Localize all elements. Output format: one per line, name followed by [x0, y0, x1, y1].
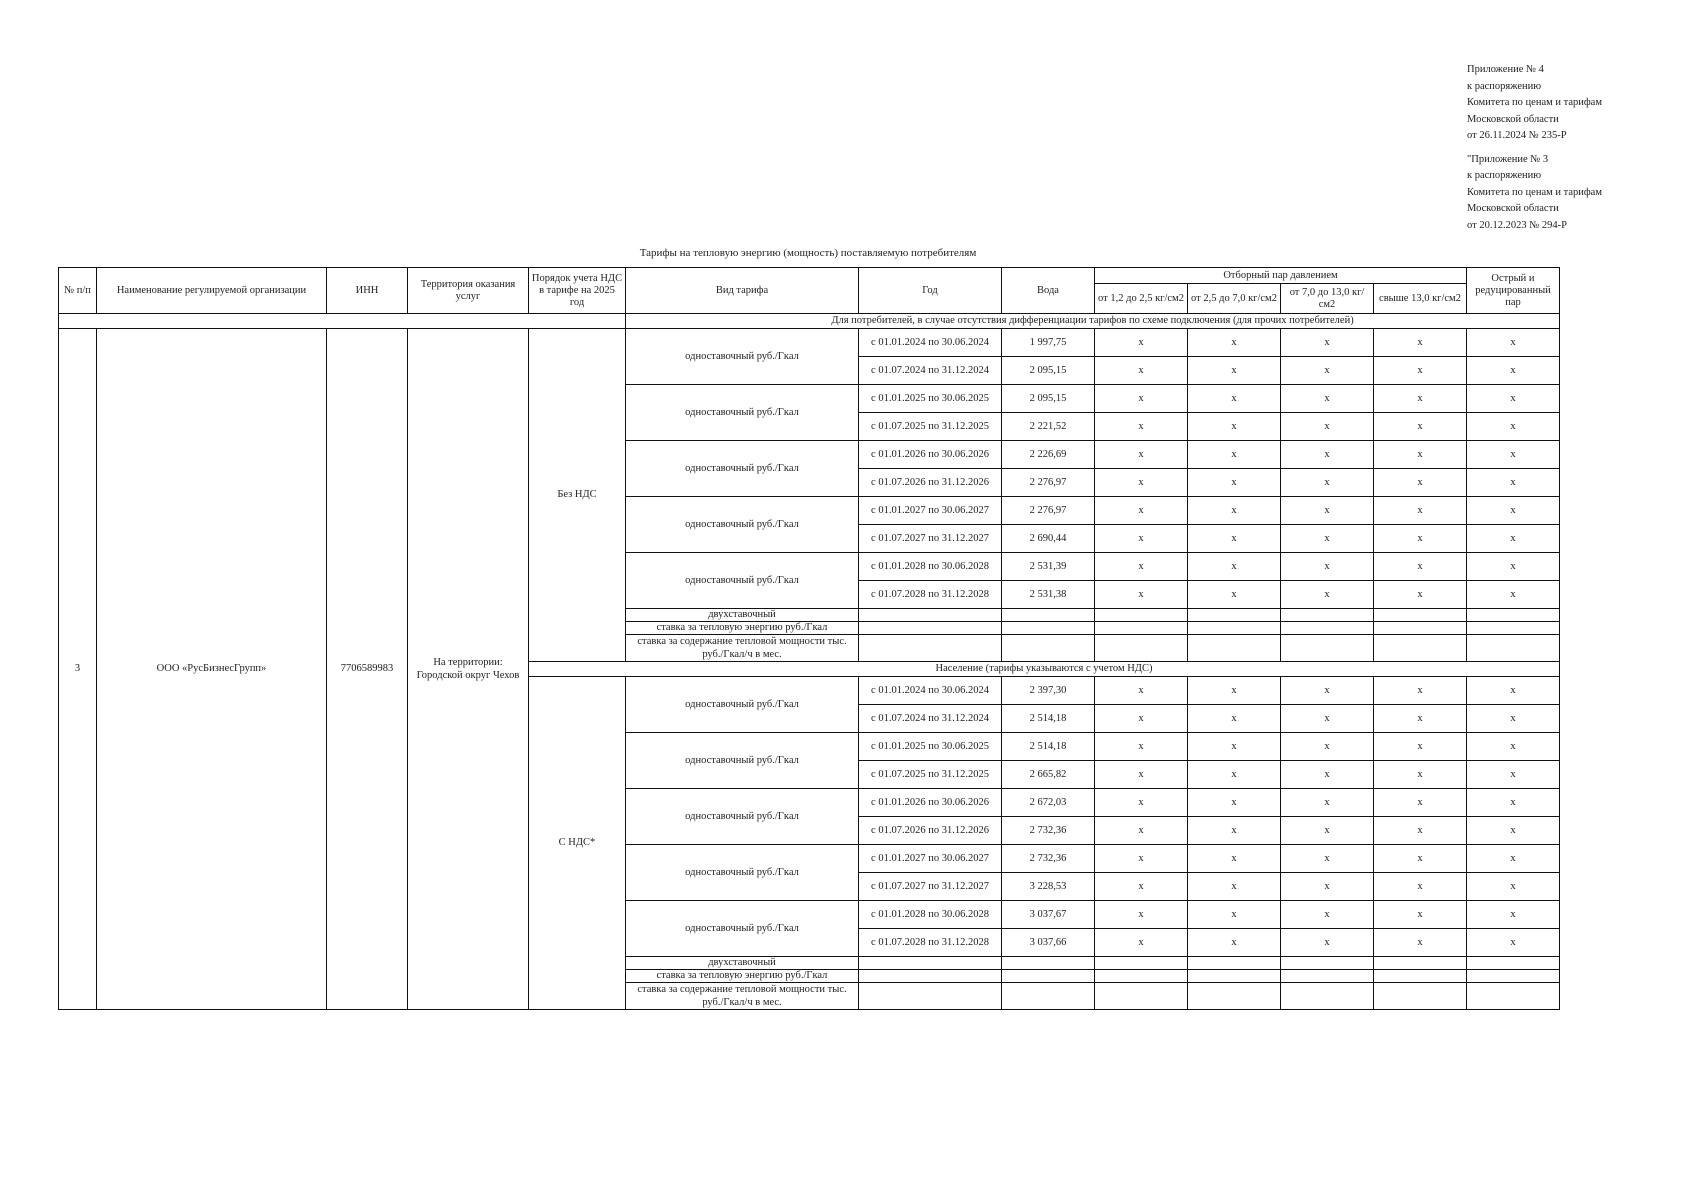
two-rate-label: двухставочный — [626, 957, 859, 970]
na-mark: х — [1188, 581, 1281, 609]
na-mark: х — [1095, 705, 1188, 733]
period-cell: с 01.01.2028 по 30.06.2028 — [859, 901, 1002, 929]
section-heading: Для потребителей, в случае отсутствия дифференциации тарифов по схеме подключения (для прочих потребителей) — [626, 314, 1560, 329]
na-mark: х — [1281, 385, 1374, 413]
period-cell: с 01.01.2026 по 30.06.2026 — [859, 441, 1002, 469]
header-steam-group: Отборный пар давлением — [1095, 268, 1467, 284]
na-mark: х — [1095, 929, 1188, 957]
empty-cell — [1467, 957, 1560, 970]
na-mark: х — [1281, 413, 1374, 441]
na-mark: х — [1374, 413, 1467, 441]
period-cell: с 01.07.2024 по 31.12.2024 — [859, 705, 1002, 733]
na-mark: х — [1188, 705, 1281, 733]
period-cell: с 01.01.2026 по 30.06.2026 — [859, 789, 1002, 817]
na-mark: х — [1374, 929, 1467, 957]
empty-cell — [1188, 635, 1281, 662]
empty-cell — [1002, 622, 1095, 635]
org-num: 3 — [59, 329, 97, 1010]
water-value: 2 514,18 — [1002, 733, 1095, 761]
empty-cell — [1095, 622, 1188, 635]
na-mark: х — [1374, 329, 1467, 357]
header-steam-2: от 2,5 до 7,0 кг/см2 — [1188, 284, 1281, 314]
period-cell: с 01.07.2027 по 31.12.2027 — [859, 873, 1002, 901]
period-cell: с 01.07.2026 по 31.12.2026 — [859, 817, 1002, 845]
na-mark: х — [1467, 553, 1560, 581]
na-mark: х — [1374, 553, 1467, 581]
na-mark: х — [1188, 873, 1281, 901]
appendix-line: к распоряжению — [1467, 80, 1542, 92]
na-mark: х — [1374, 901, 1467, 929]
na-mark: х — [1188, 385, 1281, 413]
na-mark: х — [1374, 441, 1467, 469]
water-value: 2 095,15 — [1002, 385, 1095, 413]
appendix-note — [1467, 62, 1667, 234]
section-heading: Население (тарифы указываются с учетом НДС) — [529, 662, 1560, 677]
appendix-block-1 — [1467, 62, 1667, 145]
na-mark: х — [1188, 817, 1281, 845]
water-value: 3 228,53 — [1002, 873, 1095, 901]
na-mark: х — [1374, 761, 1467, 789]
na-mark: х — [1281, 817, 1374, 845]
na-mark: х — [1467, 469, 1560, 497]
na-mark: х — [1467, 901, 1560, 929]
empty-cell — [1188, 622, 1281, 635]
document-title: Тарифы на тепловую энергию (мощность) поставляемую потребителям — [639, 247, 977, 259]
empty-cell — [1467, 983, 1560, 1010]
na-mark: х — [1467, 845, 1560, 873]
water-value: 2 665,82 — [1002, 761, 1095, 789]
header-num: № п/п — [59, 268, 97, 314]
na-mark: х — [1281, 441, 1374, 469]
table-row — [59, 329, 1560, 357]
na-mark: х — [1095, 385, 1188, 413]
na-mark: х — [1095, 873, 1188, 901]
tariff-type: одноставочный руб./Гкал — [626, 677, 859, 733]
header-sharp-steam: Острый и редуцированный пар — [1467, 268, 1560, 314]
empty-cell — [1467, 635, 1560, 662]
na-mark: х — [1188, 329, 1281, 357]
na-mark: х — [1467, 929, 1560, 957]
header-org: Наименование регулируемой организации — [97, 268, 327, 314]
na-mark: х — [1281, 357, 1374, 385]
empty-cell — [1002, 609, 1095, 622]
empty-cell — [1281, 970, 1374, 983]
energy-rate-label: ставка за тепловую энергию руб./Гкал — [626, 970, 859, 983]
na-mark: х — [1188, 469, 1281, 497]
empty-cell — [1281, 609, 1374, 622]
empty-cell — [1281, 635, 1374, 662]
header-steam-3: от 7,0 до 13,0 кг/см2 — [1281, 284, 1374, 314]
tariff-type: одноставочный руб./Гкал — [626, 385, 859, 441]
water-value: 2 226,69 — [1002, 441, 1095, 469]
na-mark: х — [1467, 733, 1560, 761]
tariff-type: одноставочный руб./Гкал — [626, 553, 859, 609]
water-value: 2 514,18 — [1002, 705, 1095, 733]
empty-cell — [1374, 622, 1467, 635]
empty-cell — [859, 622, 1002, 635]
empty-cell — [1095, 983, 1188, 1010]
na-mark: х — [1095, 441, 1188, 469]
na-mark: х — [1095, 761, 1188, 789]
water-value: 2 276,97 — [1002, 497, 1095, 525]
header-vat: Порядок учета НДС в тарифе на 2025 год — [529, 268, 626, 314]
water-value: 3 037,67 — [1002, 901, 1095, 929]
period-cell: с 01.01.2024 по 30.06.2024 — [859, 677, 1002, 705]
tariff-type: одноставочный руб./Гкал — [626, 901, 859, 957]
na-mark: х — [1467, 525, 1560, 553]
empty-cell — [1002, 983, 1095, 1010]
na-mark: х — [1467, 677, 1560, 705]
period-cell: с 01.01.2027 по 30.06.2027 — [859, 497, 1002, 525]
empty-cell — [1374, 609, 1467, 622]
na-mark: х — [1281, 497, 1374, 525]
na-mark: х — [1095, 497, 1188, 525]
na-mark: х — [1095, 469, 1188, 497]
na-mark: х — [1467, 873, 1560, 901]
empty-cell — [1188, 609, 1281, 622]
water-value: 2 531,39 — [1002, 553, 1095, 581]
na-mark: х — [1095, 413, 1188, 441]
appendix-line: к распоряжению — [1467, 170, 1542, 181]
period-cell: с 01.01.2024 по 30.06.2024 — [859, 329, 1002, 357]
vat-mode: Без НДС — [529, 329, 626, 662]
header-tariff-type: Вид тарифа — [626, 268, 859, 314]
tariff-type: одноставочный руб./Гкал — [626, 789, 859, 845]
na-mark: х — [1281, 705, 1374, 733]
na-mark: х — [1467, 761, 1560, 789]
appendix-line: Московской области — [1467, 113, 1559, 125]
empty-cell — [1188, 957, 1281, 970]
header-inn: ИНН — [327, 268, 408, 314]
appendix-line: Комитета по ценам и тарифам — [1467, 186, 1602, 198]
na-mark: х — [1188, 553, 1281, 581]
tariff-table-body — [59, 314, 1560, 1010]
vat-mode: С НДС* — [529, 677, 626, 1010]
water-value: 2 690,44 — [1002, 525, 1095, 553]
na-mark: х — [1188, 789, 1281, 817]
na-mark: х — [1095, 845, 1188, 873]
na-mark: х — [1281, 761, 1374, 789]
period-cell: с 01.07.2028 по 31.12.2028 — [859, 581, 1002, 609]
period-cell: с 01.07.2025 по 31.12.2025 — [859, 761, 1002, 789]
period-cell: с 01.07.2024 по 31.12.2024 — [859, 357, 1002, 385]
na-mark: х — [1095, 733, 1188, 761]
na-mark: х — [1281, 329, 1374, 357]
header-steam-4: свыше 13,0 кг/см2 — [1374, 284, 1467, 314]
na-mark: х — [1467, 705, 1560, 733]
appendix-line: от 20.12.2023 № 294-Р — [1467, 219, 1567, 231]
na-mark: х — [1095, 329, 1188, 357]
appendix-line: Комитета по ценам и тарифам — [1467, 97, 1602, 108]
na-mark: х — [1281, 789, 1374, 817]
na-mark: х — [1374, 817, 1467, 845]
na-mark: х — [1188, 929, 1281, 957]
na-mark: х — [1281, 845, 1374, 873]
empty-cell — [1374, 970, 1467, 983]
na-mark: х — [1374, 873, 1467, 901]
appendix-block-2 — [1467, 152, 1667, 235]
na-mark: х — [1374, 385, 1467, 413]
period-cell: с 01.01.2028 по 30.06.2028 — [859, 553, 1002, 581]
water-value: 2 095,15 — [1002, 357, 1095, 385]
two-rate-label: двухставочный — [626, 609, 859, 622]
na-mark: х — [1467, 357, 1560, 385]
na-mark: х — [1374, 357, 1467, 385]
empty-cell — [1467, 622, 1560, 635]
header-year: Год — [859, 268, 1002, 314]
empty-cell — [1002, 635, 1095, 662]
na-mark: х — [1281, 553, 1374, 581]
empty-cell — [859, 970, 1002, 983]
empty-cell — [1095, 970, 1188, 983]
period-cell: с 01.07.2025 по 31.12.2025 — [859, 413, 1002, 441]
header-water: Вода — [1002, 268, 1095, 314]
empty-cell — [1095, 635, 1188, 662]
na-mark: х — [1281, 525, 1374, 553]
org-inn: 7706589983 — [327, 329, 408, 1010]
na-mark: х — [1374, 469, 1467, 497]
tariff-table — [58, 267, 1560, 1010]
appendix-line: от 26.11.2024 № 235-Р — [1467, 130, 1567, 141]
period-cell: с 01.01.2025 по 30.06.2025 — [859, 733, 1002, 761]
period-cell: с 01.07.2026 по 31.12.2026 — [859, 469, 1002, 497]
na-mark: х — [1467, 413, 1560, 441]
tariff-type: одноставочный руб./Гкал — [626, 845, 859, 901]
appendix-line: "Приложение № 3 — [1467, 153, 1549, 165]
na-mark: х — [1374, 845, 1467, 873]
energy-rate-label: ставка за тепловую энергию руб./Гкал — [626, 622, 859, 635]
period-cell: с 01.07.2028 по 31.12.2028 — [859, 929, 1002, 957]
na-mark: х — [1467, 789, 1560, 817]
empty-cell — [1281, 983, 1374, 1010]
na-mark: х — [1095, 553, 1188, 581]
org-name: ООО «РусБизнесГрупп» — [97, 329, 327, 1010]
header-steam-1: от 1,2 до 2,5 кг/см2 — [1095, 284, 1188, 314]
empty-cell — [1002, 957, 1095, 970]
na-mark: х — [1188, 845, 1281, 873]
na-mark: х — [1188, 901, 1281, 929]
tariff-type: одноставочный руб./Гкал — [626, 733, 859, 789]
tariff-type: одноставочный руб./Гкал — [626, 441, 859, 497]
empty-cell — [859, 609, 1002, 622]
section-blank — [59, 314, 626, 329]
na-mark: х — [1095, 817, 1188, 845]
empty-cell — [859, 957, 1002, 970]
na-mark: х — [1467, 581, 1560, 609]
appendix-line: Приложение № 4 — [1467, 64, 1544, 75]
empty-cell — [1374, 957, 1467, 970]
empty-cell — [1467, 970, 1560, 983]
empty-cell — [1095, 957, 1188, 970]
na-mark: х — [1188, 677, 1281, 705]
na-mark: х — [1095, 901, 1188, 929]
na-mark: х — [1374, 497, 1467, 525]
na-mark: х — [1188, 761, 1281, 789]
na-mark: х — [1188, 733, 1281, 761]
na-mark: х — [1281, 873, 1374, 901]
tariff-type: одноставочный руб./Гкал — [626, 497, 859, 553]
na-mark: х — [1188, 413, 1281, 441]
org-territory: На территории: Городской округ Чехов — [408, 329, 529, 1010]
empty-cell — [1188, 983, 1281, 1010]
water-value: 2 221,52 — [1002, 413, 1095, 441]
na-mark: х — [1095, 525, 1188, 553]
period-cell: с 01.07.2027 по 31.12.2027 — [859, 525, 1002, 553]
empty-cell — [1374, 983, 1467, 1010]
tariff-type: одноставочный руб./Гкал — [626, 329, 859, 385]
na-mark: х — [1281, 901, 1374, 929]
na-mark: х — [1281, 733, 1374, 761]
na-mark: х — [1095, 677, 1188, 705]
na-mark: х — [1467, 817, 1560, 845]
na-mark: х — [1281, 677, 1374, 705]
empty-cell — [1374, 635, 1467, 662]
na-mark: х — [1095, 357, 1188, 385]
water-value: 2 397,30 — [1002, 677, 1095, 705]
na-mark: х — [1374, 525, 1467, 553]
empty-cell — [1467, 609, 1560, 622]
empty-cell — [1095, 609, 1188, 622]
period-cell: с 01.01.2025 по 30.06.2025 — [859, 385, 1002, 413]
water-value: 1 997,75 — [1002, 329, 1095, 357]
header-territory: Территория оказания услуг — [408, 268, 529, 314]
water-value: 3 037,66 — [1002, 929, 1095, 957]
water-value: 2 531,38 — [1002, 581, 1095, 609]
na-mark: х — [1374, 789, 1467, 817]
na-mark: х — [1188, 497, 1281, 525]
na-mark: х — [1374, 677, 1467, 705]
empty-cell — [859, 983, 1002, 1010]
na-mark: х — [1281, 929, 1374, 957]
capacity-rate-label: ставка за содержание тепловой мощности тыс. руб./Гкал/ч в мес. — [626, 635, 859, 662]
na-mark: х — [1374, 581, 1467, 609]
na-mark: х — [1188, 357, 1281, 385]
empty-cell — [1002, 970, 1095, 983]
water-value: 2 732,36 — [1002, 817, 1095, 845]
empty-cell — [1281, 622, 1374, 635]
na-mark: х — [1188, 441, 1281, 469]
empty-cell — [1188, 970, 1281, 983]
na-mark: х — [1374, 705, 1467, 733]
na-mark: х — [1281, 581, 1374, 609]
na-mark: х — [1467, 441, 1560, 469]
water-value: 2 276,97 — [1002, 469, 1095, 497]
na-mark: х — [1374, 733, 1467, 761]
na-mark: х — [1467, 385, 1560, 413]
empty-cell — [1281, 957, 1374, 970]
table-row — [59, 314, 1560, 329]
water-value: 2 672,03 — [1002, 789, 1095, 817]
na-mark: х — [1095, 581, 1188, 609]
water-value: 2 732,36 — [1002, 845, 1095, 873]
appendix-line: Московской области — [1467, 203, 1559, 214]
na-mark: х — [1095, 789, 1188, 817]
na-mark: х — [1188, 525, 1281, 553]
empty-cell — [859, 635, 1002, 662]
period-cell: с 01.01.2027 по 30.06.2027 — [859, 845, 1002, 873]
capacity-rate-label: ставка за содержание тепловой мощности тыс. руб./Гкал/ч в мес. — [626, 983, 859, 1010]
na-mark: х — [1467, 497, 1560, 525]
na-mark: х — [1281, 469, 1374, 497]
na-mark: х — [1467, 329, 1560, 357]
